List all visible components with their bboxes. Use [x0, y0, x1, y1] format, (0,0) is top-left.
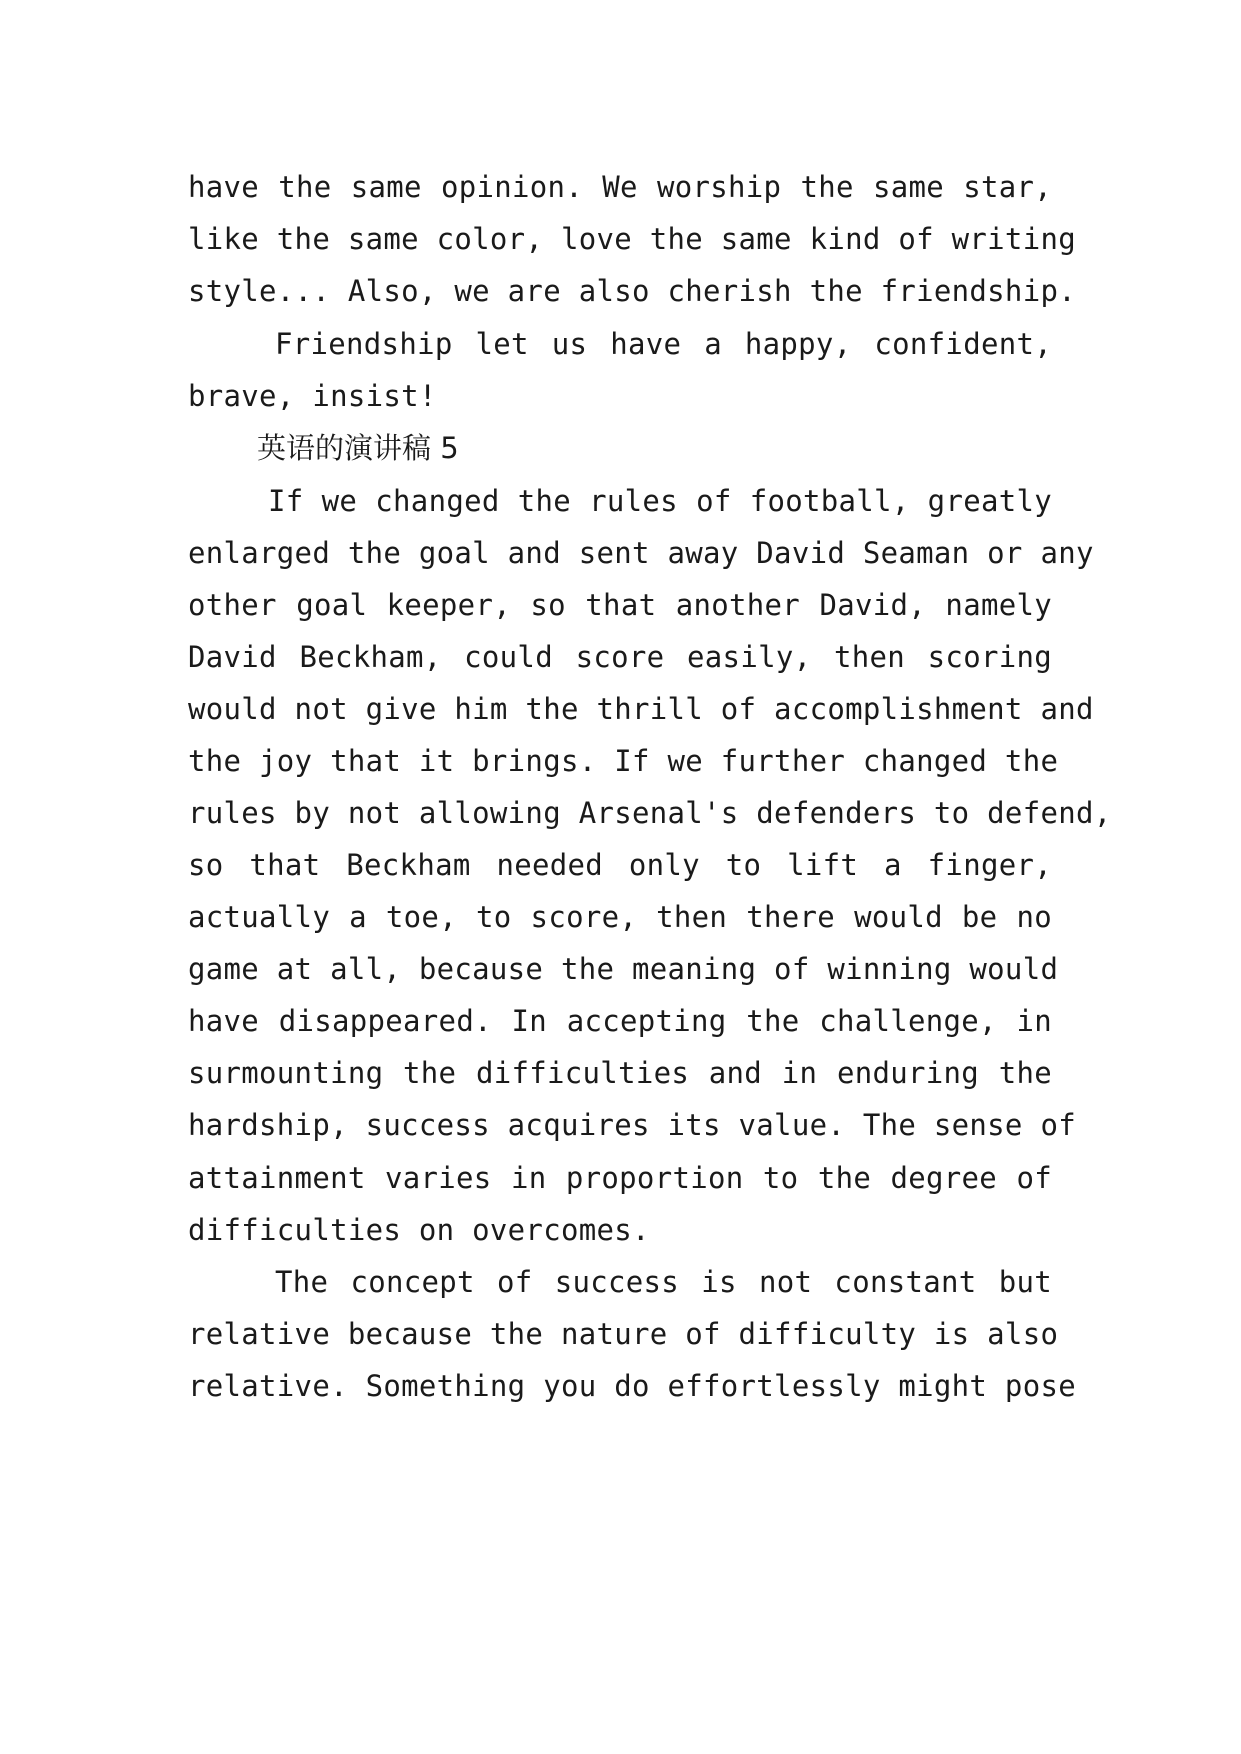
paragraph-line: David Beckham, could score easily, then scoring — [188, 640, 1052, 674]
paragraph-line: attainment varies in proportion to the degree of — [188, 1161, 1052, 1195]
paragraph-line: the joy that it brings. If we further changed the — [188, 744, 1059, 778]
paragraph-line: style... Also, we are also cherish the friendship. — [188, 274, 1076, 308]
paragraph-line: hardship, success acquires its value. The sense of — [188, 1108, 1076, 1142]
paragraph-line: rules by not allowing Arsenal's defenders to defend, — [188, 796, 1112, 830]
paragraph-line: like the same color, love the same kind of writing — [188, 222, 1076, 256]
paragraph-line: surmounting the difficulties and in enduring the — [188, 1056, 1052, 1090]
paragraph-line: actually a toe, to score, then there would be no — [188, 900, 1052, 934]
paragraph-line: so that Beckham needed only to lift a finger, — [188, 848, 1052, 882]
paragraph-line: brave, insist! — [188, 379, 437, 413]
paragraph-line: enlarged the goal and sent away David Seaman or any — [188, 536, 1094, 570]
paragraph-line: game at all, because the meaning of winning would — [188, 952, 1059, 986]
paragraph-line: relative. Something you do effortlessly might pose — [188, 1369, 1076, 1403]
paragraph-line: have disappeared. In accepting the challenge, in — [188, 1004, 1052, 1038]
paragraph-line: The concept of success is not constant but — [275, 1265, 1052, 1299]
paragraph-line: would not give him the thrill of accomplishment and — [188, 692, 1094, 726]
paragraph-line: If we changed the rules of football, greatly — [268, 484, 1052, 518]
section-heading: 英语的演讲稿 5 — [257, 431, 459, 465]
paragraph-line: difficulties on overcomes. — [188, 1213, 650, 1247]
paragraph-line: have the same opinion. We worship the same star, — [188, 170, 1052, 204]
paragraph-line: relative because the nature of difficulty is also — [188, 1317, 1059, 1351]
paragraph-line: Friendship let us have a happy, confident, — [275, 327, 1052, 361]
paragraph-line: other goal keeper, so that another David, namely — [188, 588, 1052, 622]
